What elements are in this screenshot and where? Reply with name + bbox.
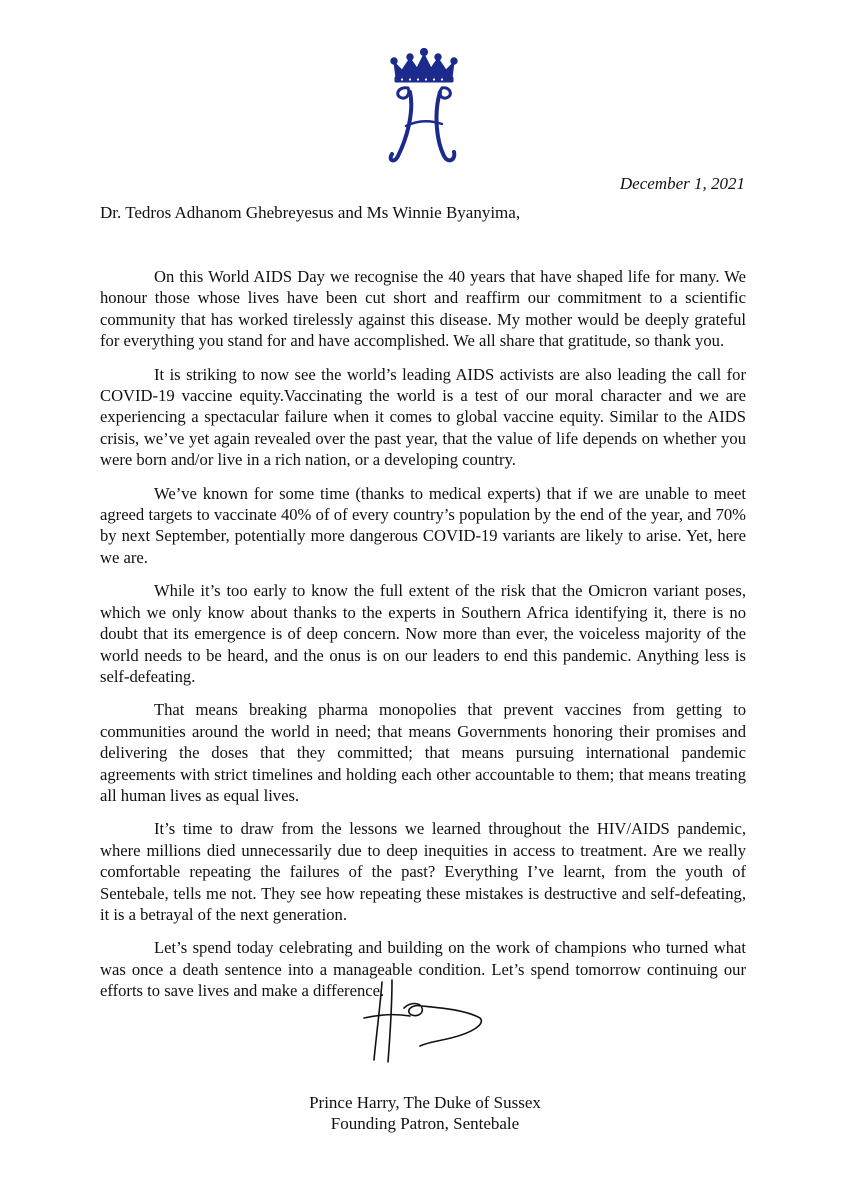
body-paragraph: It is striking to now see the world’s leading AIDS activists are also leading the call for COVID-19 vaccine equity.Vaccinating the world is a test of our moral character and we are experiencing a spectacular failure when it comes to global vaccine equity. Similar to the AIDS crisis, we’ve yet again revealed over the past year, that the value of life depends on whether you were born and/or live in a rich nation, or a developing country.: [100, 364, 746, 470]
body-paragraph: While it’s too early to know the full extent of the risk that the Omicron variant poses, which we only know about thanks to the experts in Southern Africa identifying it, there is no doubt that its emergence is of deep concern. Now more than ever, the voiceless majority of the world needs to be heard, and the onus is on our leaders to end this pandemic. Anything less is self-defeating.: [100, 581, 746, 686]
h-cipher-icon: [391, 88, 455, 161]
body-paragraph: It’s time to draw from the lessons we learned throughout the HIV/AIDS pandemic, where millions died unnecessarily due to deep inequities in access to treatment. Are we really comfortable repeating the failures of the past? Everything I’ve learnt, from the youth of Sentebale, tells me not. They see how repeating these mistakes is destructive and self-defeating, it is a betrayal of the next generation.: [100, 819, 746, 924]
handwritten-signature: [362, 978, 492, 1068]
signatory-role: Founding Patron, Sentebale: [330, 1114, 520, 1133]
letter-body: [100, 266, 746, 1014]
body-paragraph: We’ve known for some time (thanks to medical experts) that if we are unable to meet agreed targets to vaccinate 40% of of every country’s population by the end of the year, and 70% by next September, potentially more dangerous COVID-19 variants are likely to arise. Yet, here we are.: [100, 483, 746, 567]
body-paragraph: Let’s spend today celebrating and building on the work of champions who turned what was once a death sentence into a manageable condition. Let’s spend tomorrow continuing our efforts to save lives and make a difference.: [100, 938, 746, 1001]
letter-date: December 1, 2021: [619, 174, 745, 193]
royal-monogram-crest: [384, 48, 464, 166]
body-paragraph: On this World AIDS Day we recognise the 40 years that have shaped life for many. We honour those whose lives have been cut short and reaffirm our commitment to a scientific community that has worked tirelessly against this disease. My mother would be deeply grateful for everything you stand for and have accomplished. We all share that gratitude, so thank you.: [100, 267, 746, 351]
body-paragraph: That means breaking pharma monopolies that prevent vaccines from getting to communities around the world in need; that means Governments honoring their promises and delivering the doses that they committed; that means pursuing international pandemic agreements with strict timelines and holding each other accountable to them; that means treating all human lives as equal lives.: [100, 700, 746, 805]
letter-salutation: Dr. Tedros Adhanom Ghebreyesus and Ms Winnie Byanyima,: [100, 203, 521, 222]
crown-icon: [391, 48, 457, 82]
signatory-name: Prince Harry, The Duke of Sussex: [309, 1093, 541, 1112]
